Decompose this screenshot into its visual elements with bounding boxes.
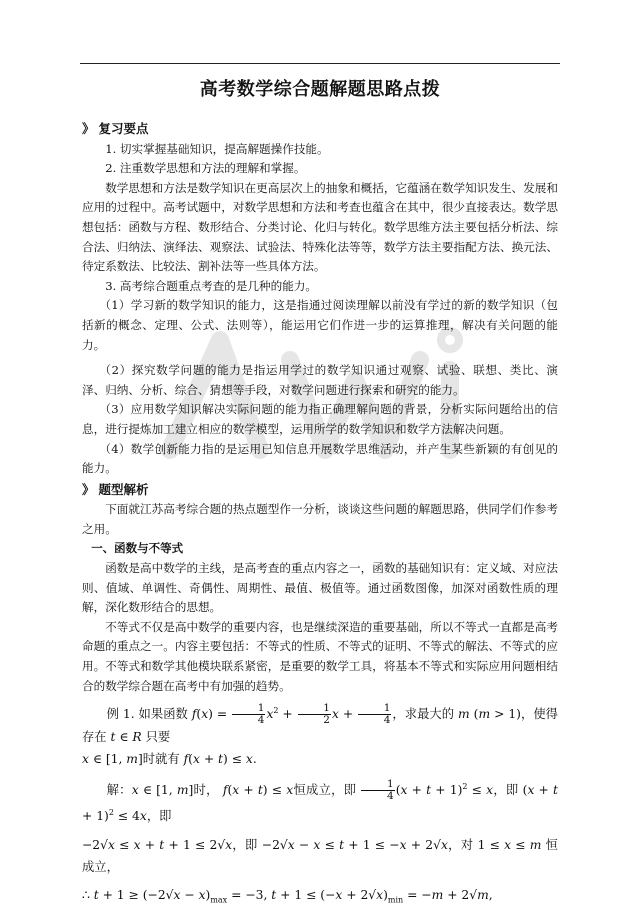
subsection-heading: 一、函数与不等式 [91,541,184,556]
page-title: 高考数学综合题解题思路点拨 [199,79,441,100]
paragraph: 3. 高考综合题重点考查的是几种的能力。 [105,278,318,293]
solution-line-3: ∴ $t + 1 \ge (-2√x - x)_{max} = -3$, $t + 1 \le (-x + 2√x)_{min} = -m + 2√m$, [82,887,493,904]
example-1-cont: x ∈ [1, m]时就有 f(x + t) ≤ x. [82,752,257,767]
chevron-icon: 》 [82,481,93,497]
top-rule [80,63,560,64]
paragraph: （1）学习新的数学知识的能力，这是指通过阅读理解以前没有学过的新的数学知识（包括新的概念、定理、公式、法则等），能运用它们作进一步的运算推理，解决有关问题的能力。 [82,298,558,352]
chevron-icon: 》 [82,121,93,136]
paragraph: 1. 切实掌握基础知识，提高解题操作技能。 [105,141,329,156]
solution-line-1: 解：x ∈ [1, m]时， f(x + t) ≤ x恒成立，即 $\frac{1}{4}$ $(x + t + 1)^2 \le x$，即 $(x + t + 1)^2 \le 4x$，即 [82,778,558,824]
paragraph: （4）数学创新能力指的是运用已知信息开展数学思维活动，并产生某些新颖的有创见的能力。 [82,441,558,476]
section-heading-review: 》 复习要点 [82,121,149,136]
paragraph: 函数是高中数学的主线，是高考查的重点内容之一，函数的基础知识有：定义域、对应法则、值域、单调性、奇偶性、周期性、最值、极值等。通过函数图像，加深对函数性质的理解，深化数形结合的思想。 [82,561,558,615]
paragraph: 下面就江苏高考综合题的热点题型作一分析，谈谈这些问题的解题思路，供同学们作参考之用。 [82,502,558,536]
document-body [82,118,558,911]
section-heading-analysis: 》 题型解析 [82,481,149,497]
example-1: 例 1. 如果函数 f(x) = $\frac{1}{4}$ $x^2$ + $\frac{1}{2}$ x + $\frac{1}{4}$ ，求最大的 m (m > 1)，使得存在 t ∈ R 只要 [82,702,558,745]
paragraph: （3）应用数学知识解决实际问题的能力指正确理解问题的背景，分析实际问题给出的信息，进行提炼加工建立相应的数学模型，运用所学的数学知识和数学方法解决问题。 [82,402,558,436]
solution-line-2: −2√x ≤ x + t + 1 ≤ 2√x，即 −2√x − x ≤ t + 1 ≤ −x + 2√x，对 1 ≤ x ≤ m 恒成立， [82,837,558,874]
paragraph: 数学思想和方法是数学知识在更高层次上的抽象和概括，它蕴涵在数学知识发生、发展和应用的过程中。高考试题中，对数学思想和方法和考查也蕴含在其中，很少直接表达。数学思想包括：函数与方程、数形结合、分类讨论、化归与转化。数学思维方法主要包括分析法、综合法、归纳法、演绎法、观察法、试验法、特殊化法等等，数学方法主要指配方法、换元法、待定系数法、比较法、割补法等一些具体方法。 [82,180,558,274]
paragraph: （2）探究数学问题的能力是指运用学过的数学知识通过观察、试验、联想、类比、演泽、归纳、分析、综合、猜想等手段，对数学问题进行探索和研究的能力。 [82,363,558,397]
paragraph: 不等式不仅是高中数学的重要内容，也是继续深造的重要基础，所以不等式一直都是高考命题的重点之一。内容主要包括：不等式的性质、不等式的证明、不等式的解法、不等式的应用。不等式和数学其他模块联系紧密，是重要的数学工具，将基本不等式和实际应用问题相结合的数学综合题在高考中有加强的趋势。 [82,619,558,693]
paragraph: 2. 注重数学思想和方法的理解和掌握。 [105,161,306,176]
